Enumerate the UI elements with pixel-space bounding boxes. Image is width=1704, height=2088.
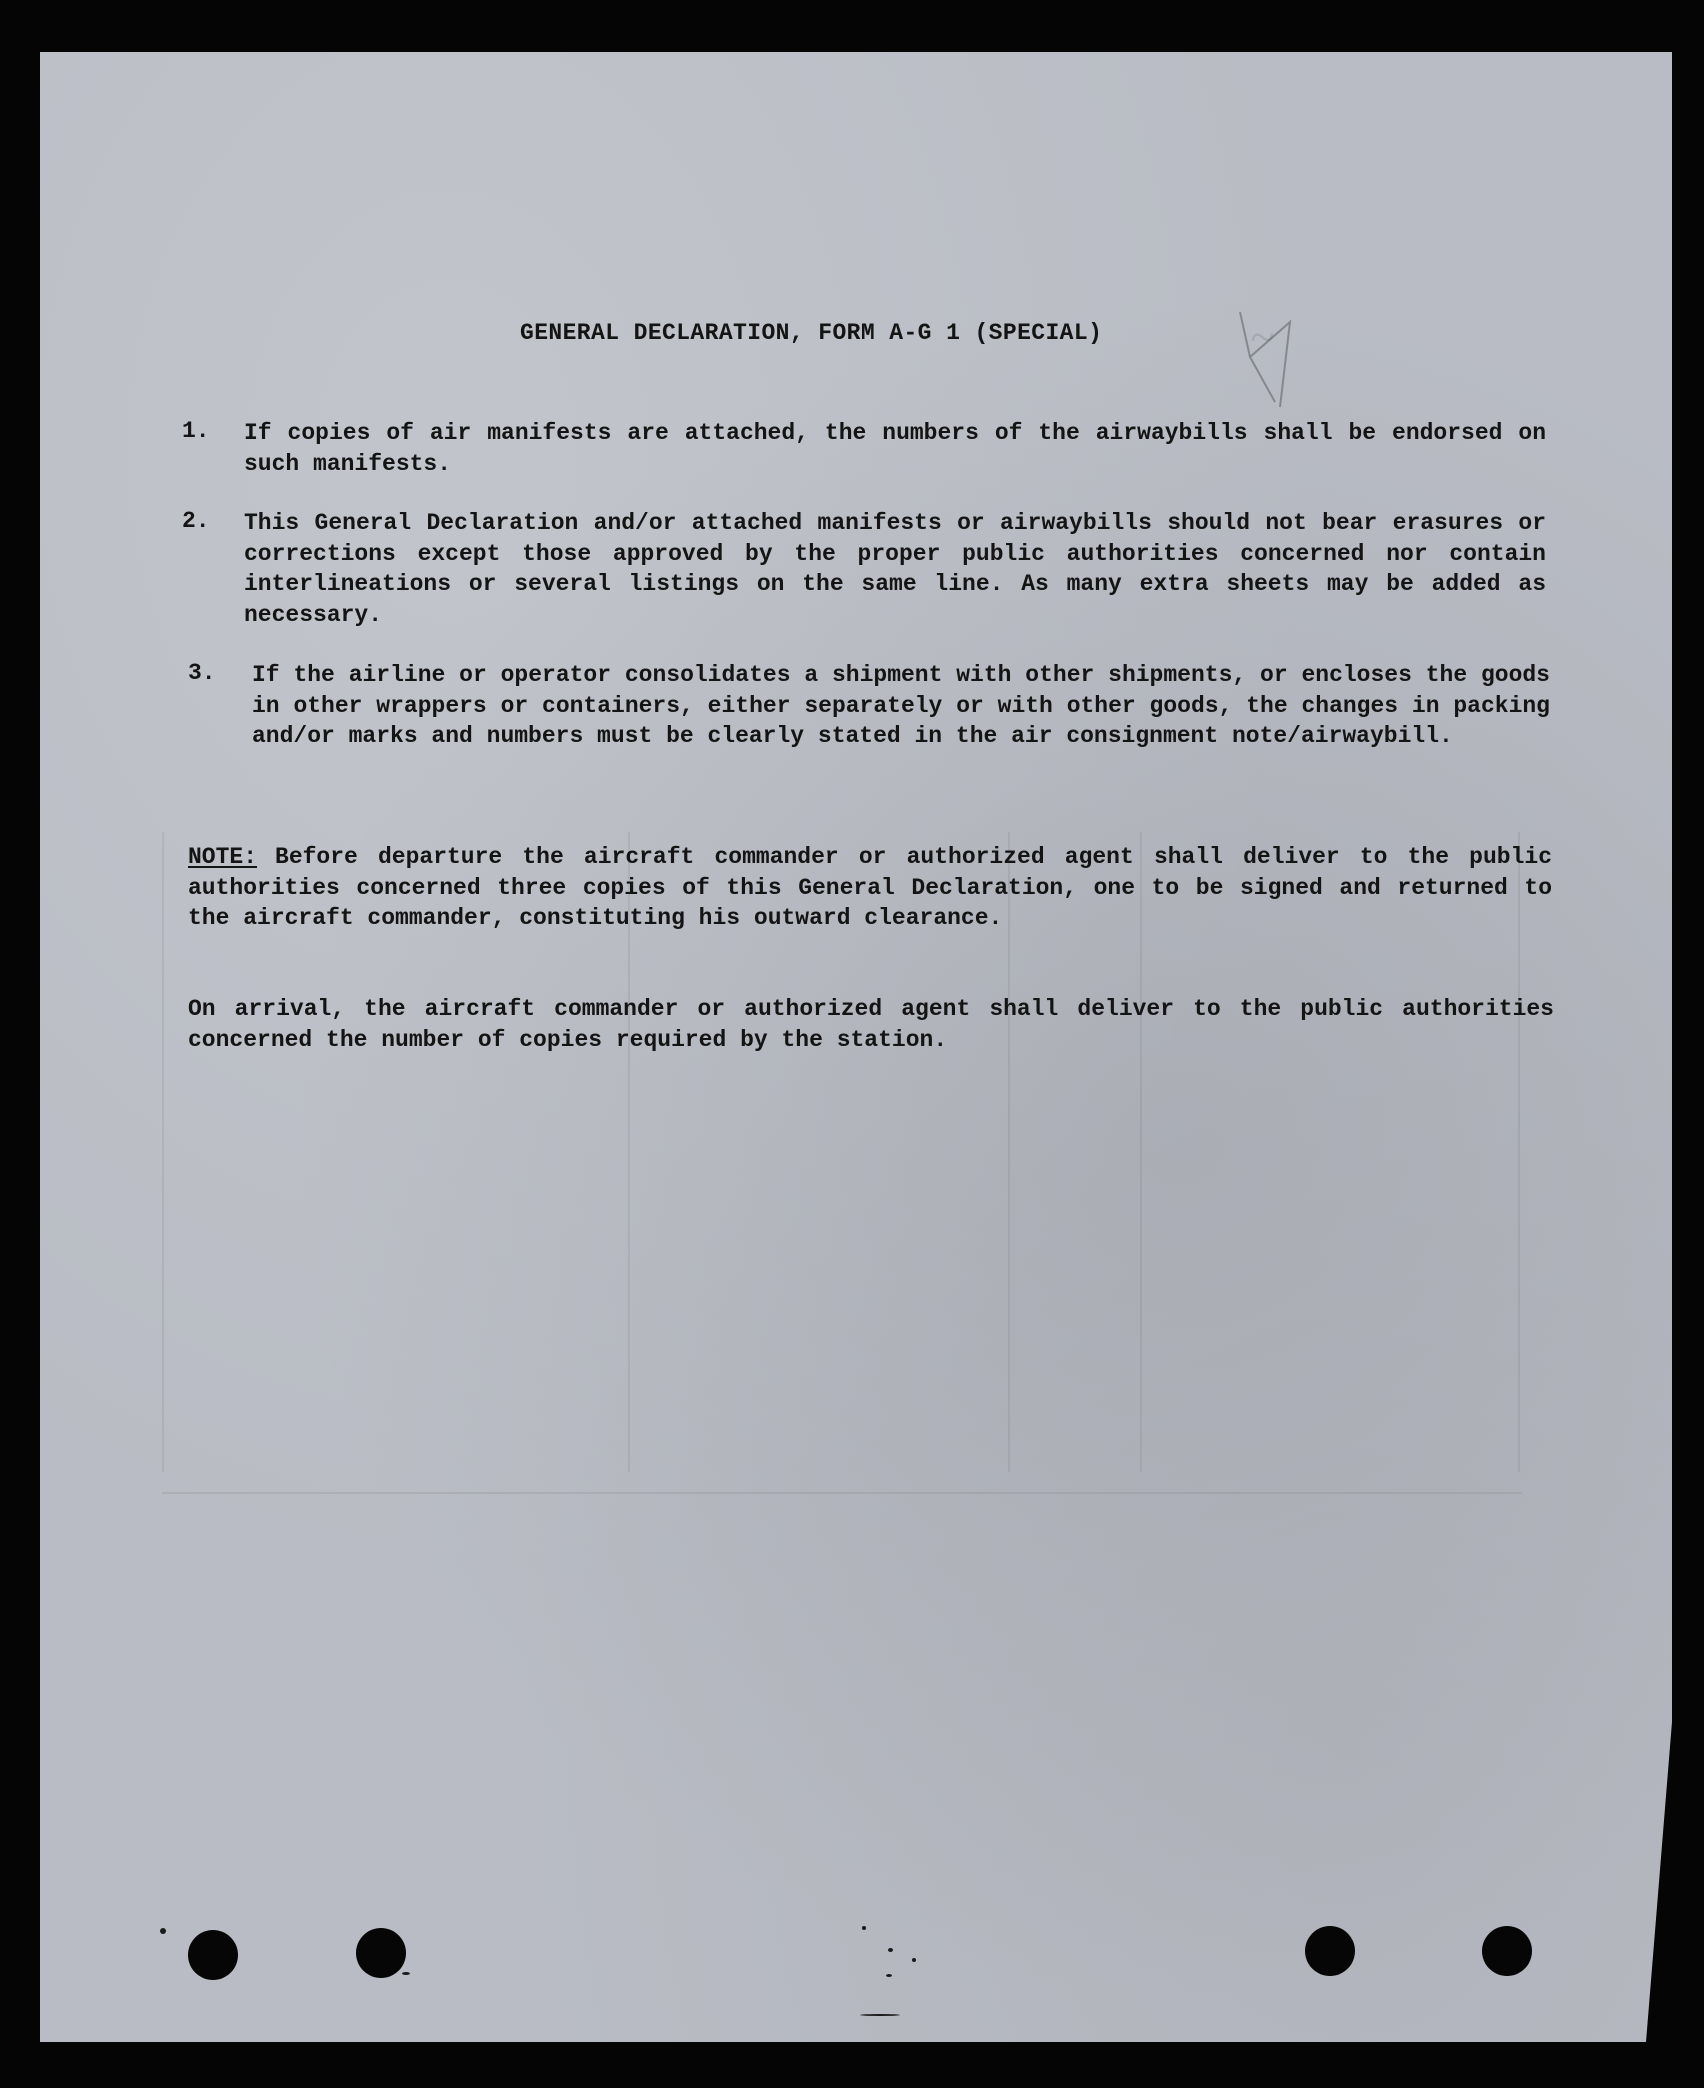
arrival-paragraph: On arrival, the aircraft commander or authorized agent shall deliver to the public authorities concerned the number of copies required by the station. [188, 996, 1554, 1053]
punch-hole [1305, 1926, 1355, 1976]
note-text: Before departure the aircraft commander or authorized agent shall deliver to the public authorities concerned three copies of this General Declaration, one to be signed and returned to the aircraft commander, constituting his outward clearance. [188, 844, 1552, 931]
speck [888, 1948, 893, 1952]
speck [862, 1926, 866, 1930]
form-title: GENERAL DECLARATION, FORM A-G 1 (SPECIAL) [520, 320, 1103, 346]
bleed-through-rule [162, 1492, 1522, 1494]
punch-hole [356, 1928, 406, 1978]
item-text: If the airline or operator consolidates a shipment with other shipments, or encloses the goods in other wrappers or containers, either separately or with other goods, the changes in packing and/or marks and numbers must be clearly stated in the air consignment note/airwaybill. [252, 662, 1550, 749]
bleed-through-rule [162, 832, 164, 1472]
speck [886, 1974, 892, 1977]
pencil-mark-icon [1220, 302, 1330, 422]
speck [160, 1928, 166, 1934]
item-number: 2. [182, 508, 210, 534]
item-number: 3. [188, 660, 216, 686]
speck [860, 2014, 900, 2016]
speck [402, 1972, 410, 1975]
punch-hole [1482, 1926, 1532, 1976]
page-corner [1646, 1722, 1672, 2042]
item-text: If copies of air manifests are attached, the numbers of the airwaybills shall be endorsed on such manifests. [244, 420, 1546, 477]
note-paragraph [188, 842, 1552, 934]
item-number: 1. [182, 418, 210, 444]
punch-hole [188, 1930, 238, 1980]
bleed-through-text: ~ [1250, 313, 1274, 362]
note-label: NOTE: [188, 844, 258, 870]
item-text: This General Declaration and/or attached manifests or airwaybills should not bear erasures or corrections except those approved by the proper public authorities concerned nor contain interlineations or several listings on the same line. As many extra sheets may be added as necessary. [244, 510, 1546, 628]
speck [912, 1958, 916, 1962]
document-page [40, 52, 1672, 2042]
